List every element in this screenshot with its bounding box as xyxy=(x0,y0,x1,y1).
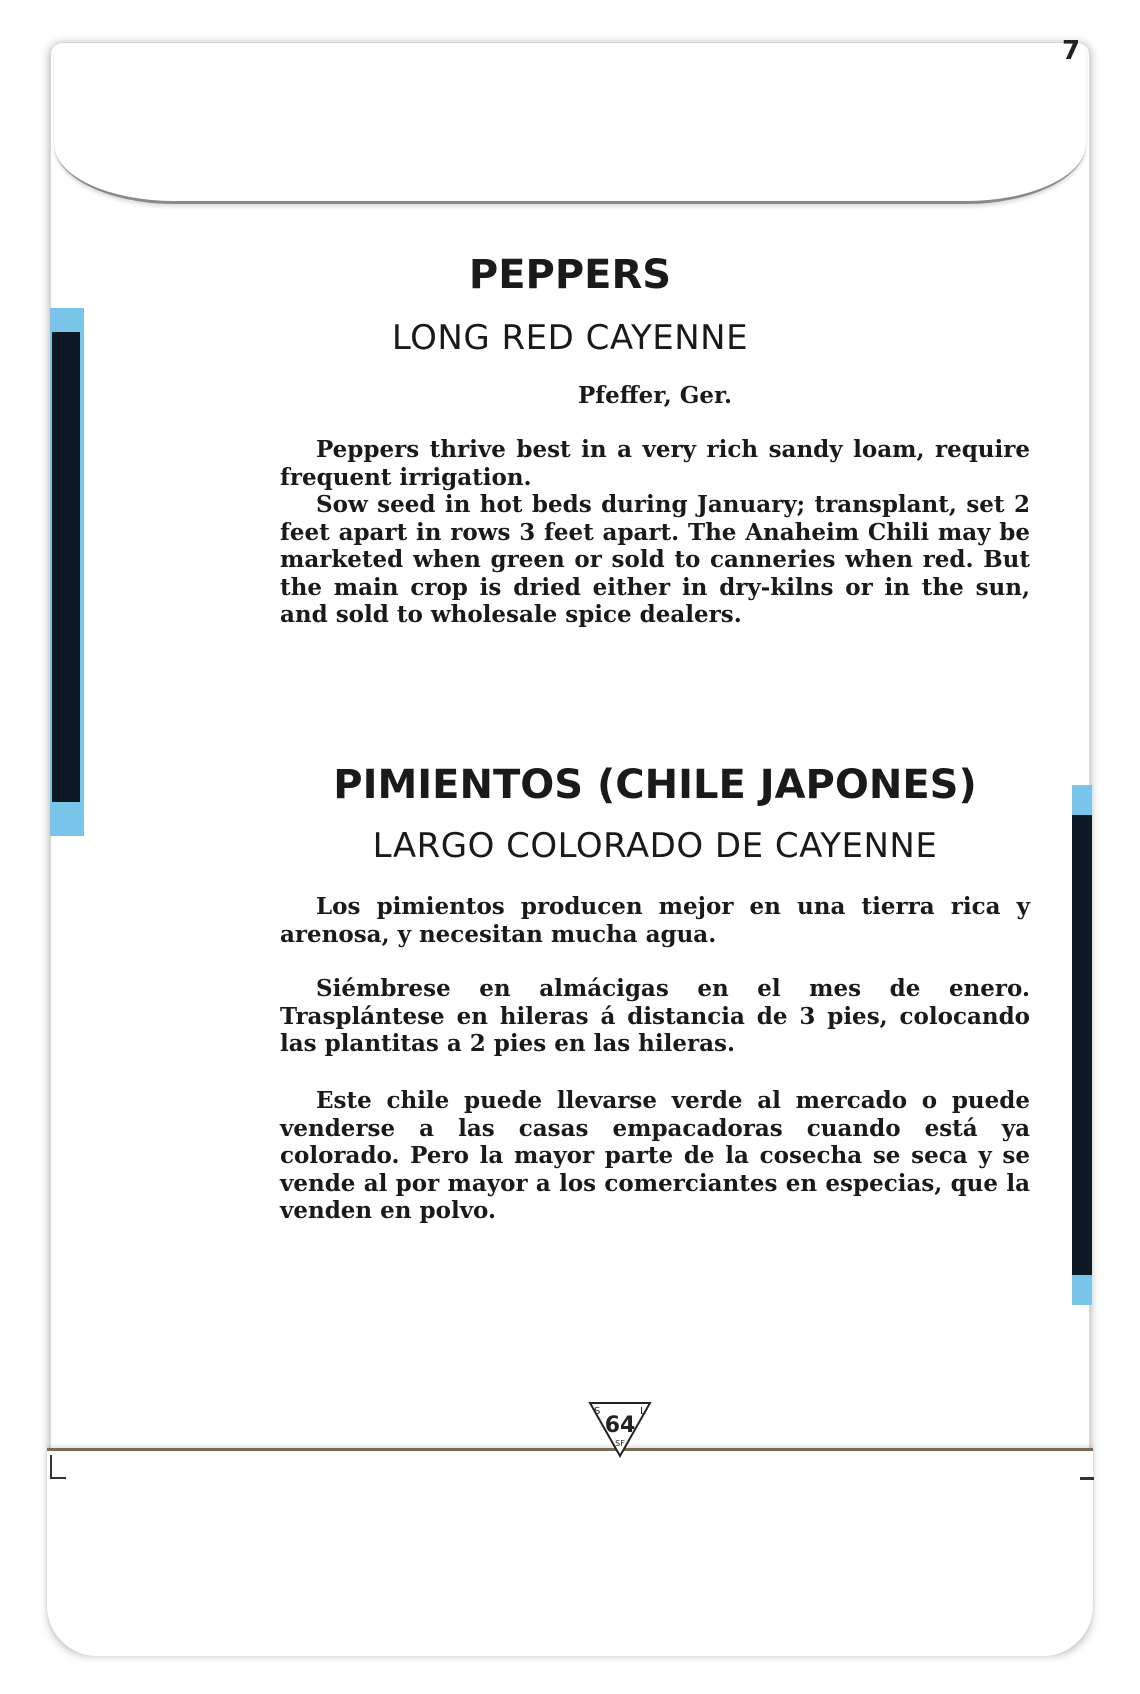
union-label-logo xyxy=(587,1400,653,1460)
page-number: 7 xyxy=(1062,36,1081,66)
spanish-paragraph-3: Este chile puede llevarse verde al mercado o puede venderse a las casas empacadoras cuando está ya colorado. Pero la mayor parte de la cosecha se seca y se vende al por mayor a los comerciantes en especias, que la venden en polvo. xyxy=(280,1087,1030,1224)
corner-tick-right xyxy=(1080,1477,1094,1480)
top-flap xyxy=(54,46,1086,204)
english-paragraph-2: Sow seed in hot beds during January; transplant, set 2 feet apart in rows 3 feet apart. The Anaheim Chili may be marketed when green or sold to canneries when red. But the main crop is dried either in dry-kilns or in the sun, and sold to wholesale spice dealers. xyxy=(280,491,1030,628)
corner-tick-left-base xyxy=(50,1477,66,1479)
union-label-right-letter: L xyxy=(640,1406,646,1417)
corner-tick-left xyxy=(50,1455,52,1479)
bottom-flap xyxy=(47,1448,1093,1656)
english-paragraph-1: Peppers thrive best in a very rich sandy loam, require frequent irrigation. xyxy=(280,436,1030,491)
english-variety: LONG RED CAYENNE xyxy=(391,318,749,358)
spanish-paragraph-1: Los pimientos producen mejor en una tierra rica y arenosa, y necesitan mucha agua. xyxy=(280,893,1030,948)
english-title: PEPPERS xyxy=(468,252,672,298)
union-label-number: 64 xyxy=(604,1413,636,1438)
spanish-paragraph-2: Siémbrese en almácigas en el mes de enero. Trasplántese en hileras á distancia de 3 pies, colocando las plantitas a 2 pies en las hileras. xyxy=(280,975,1030,1057)
spanish-title: PIMIENTOS (CHILE JAPONES) xyxy=(333,762,977,808)
spanish-variety: LARGO COLORADO DE CAYENNE xyxy=(372,826,938,866)
union-label-bottom-text: SF xyxy=(615,1439,625,1448)
german-name: Pfeffer, Ger. xyxy=(577,382,733,409)
union-label-left-letter: S xyxy=(594,1406,601,1417)
